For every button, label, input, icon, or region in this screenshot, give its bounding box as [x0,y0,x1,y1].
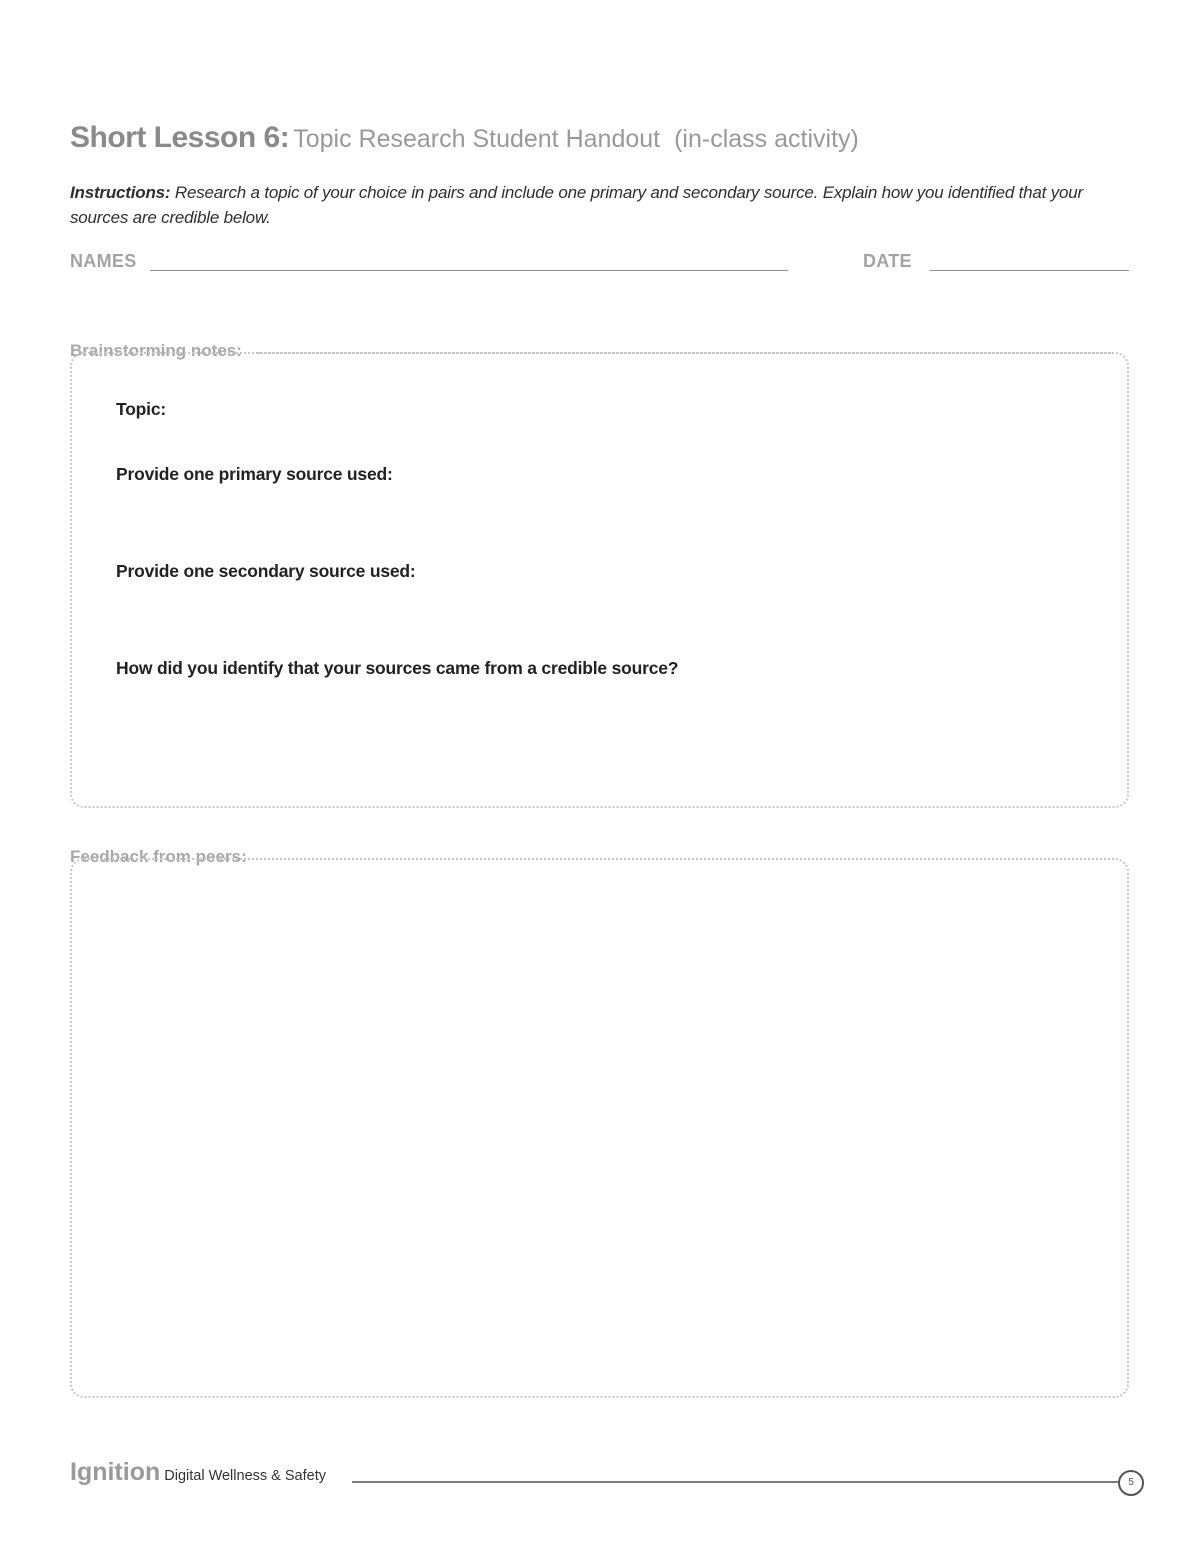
date-field-line[interactable] [930,270,1129,271]
footer-rule [352,1481,1120,1483]
instructions-text: Research a topic of your choice in pairs and include one primary and secondary source. Explain how you identified that your sources are credible below. [70,183,1083,227]
brainstorming-label: Brainstorming notes: [70,341,242,360]
primary-source-prompt: Provide one primary source used: [116,464,393,484]
names-label: NAMES [70,251,137,271]
instructions [70,180,1130,230]
names-field-line[interactable] [150,270,788,271]
topic-prompt: Topic: [116,399,166,419]
page-number: 5 [1128,1477,1134,1488]
secondary-source-prompt: Provide one secondary source used: [116,561,416,581]
activity-note: (in-class activity) [674,125,859,153]
footer-tagline: Digital Wellness & Safety [164,1468,326,1484]
credibility-prompt: How did you identify that your sources came from a credible source? [116,658,679,678]
page-number-badge [1118,1470,1144,1496]
date-label: DATE [863,251,912,271]
feedback-label: Feedback from peers: [70,847,247,866]
lesson-label: Short Lesson 6: [70,121,290,154]
handout-subtitle: Topic Research Student Handout [293,125,661,153]
instructions-label: Instructions: [70,183,171,202]
page-title [70,116,859,159]
peer-feedback-box[interactable] [70,858,1129,1398]
footer-brand [70,1458,326,1487]
ignition-logo: Ignition [70,1458,161,1486]
